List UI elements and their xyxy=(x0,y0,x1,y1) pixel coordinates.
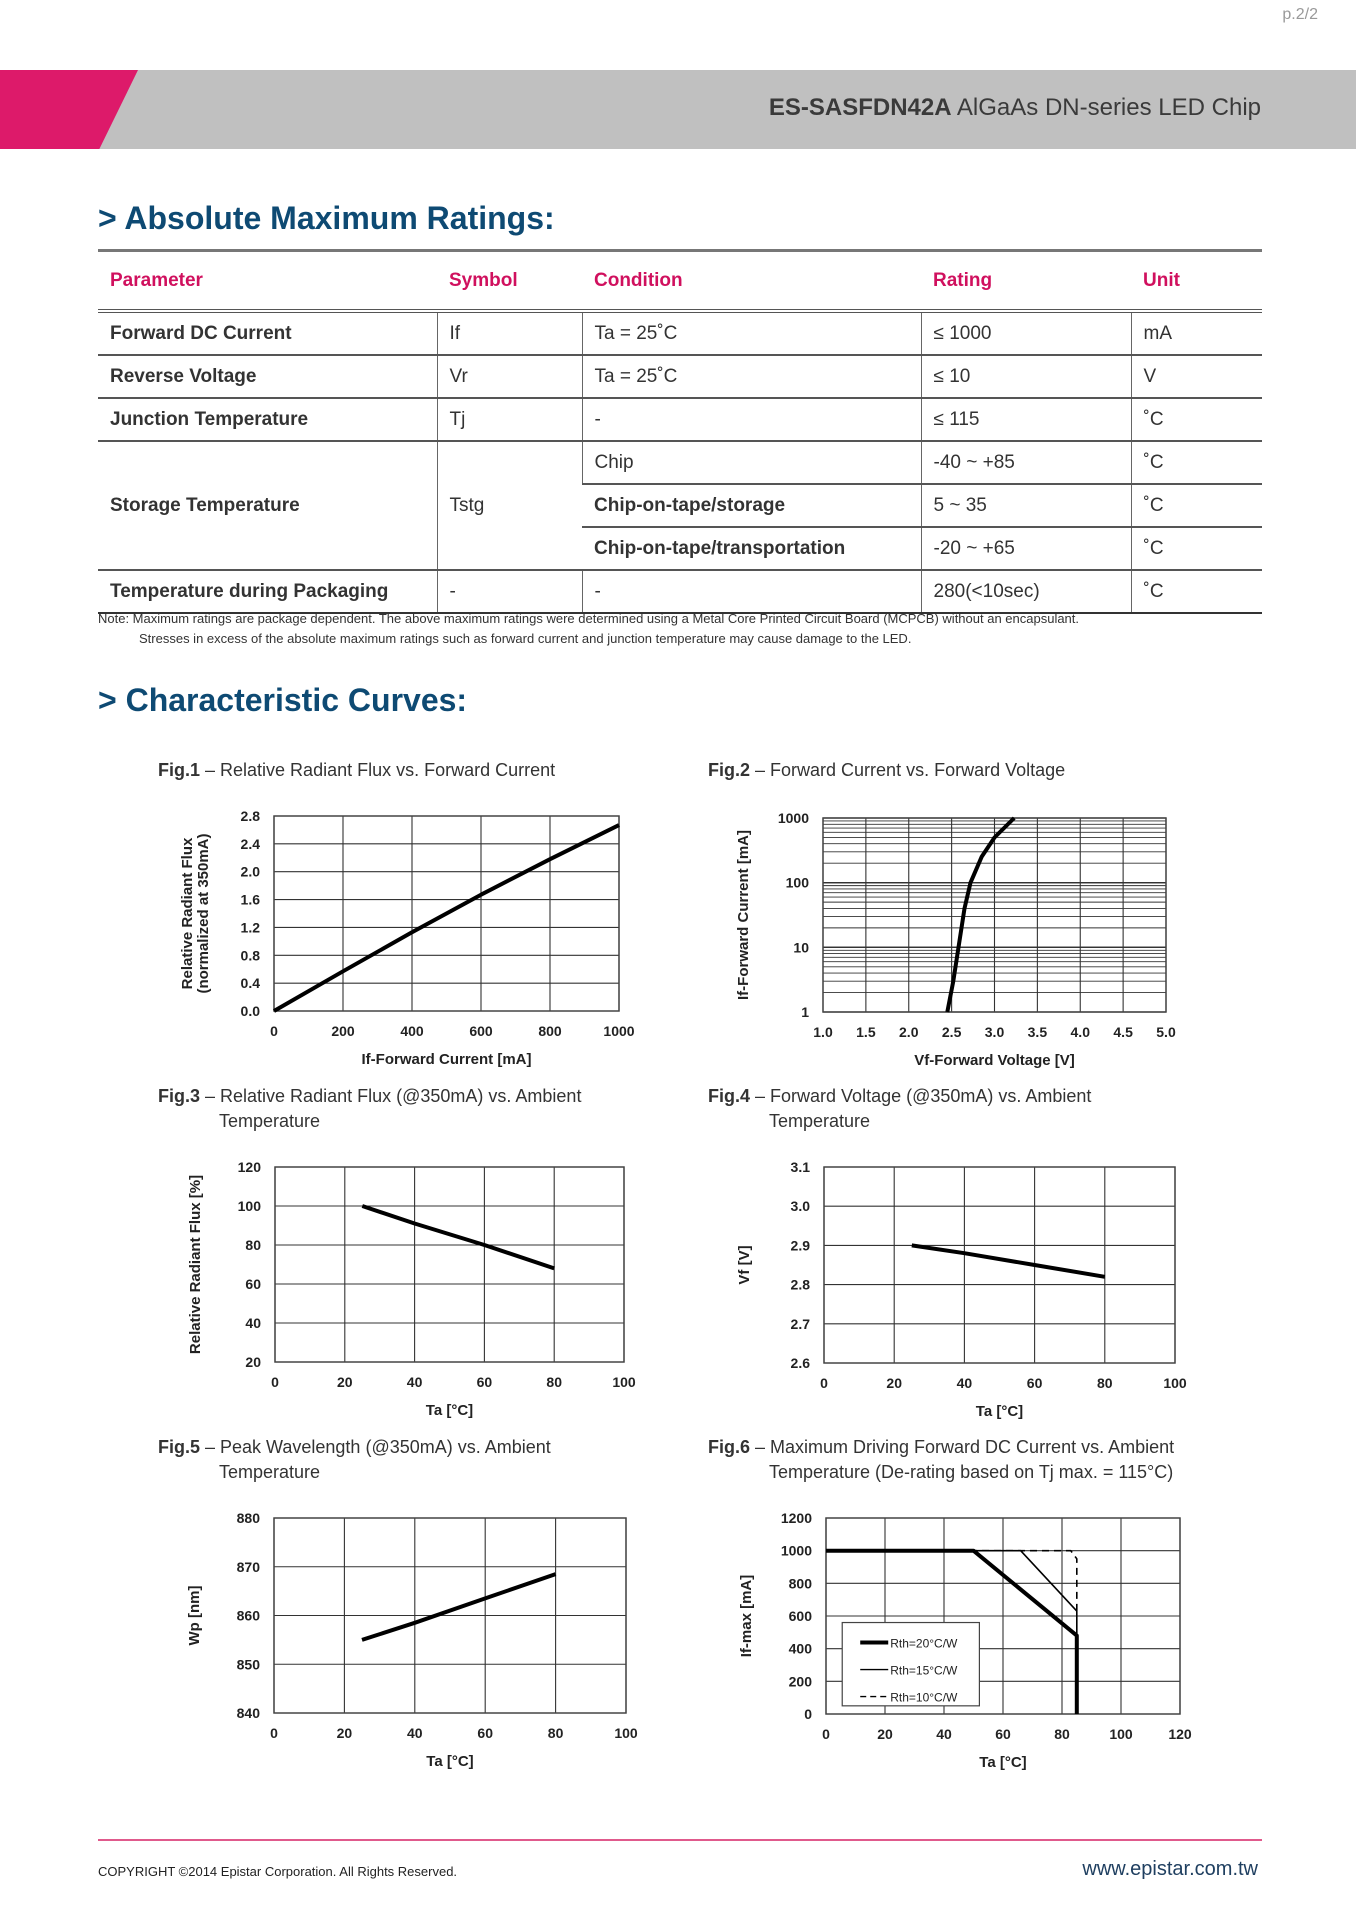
x-tick-label: 1.0 xyxy=(813,1024,833,1040)
x-tick-label: 100 xyxy=(614,1725,638,1741)
column-header: Parameter xyxy=(98,251,437,312)
y-tick-label: 2.4 xyxy=(240,835,260,852)
unit-cell: ˚C xyxy=(1131,441,1262,484)
x-tick-label: 80 xyxy=(546,1374,562,1390)
figure-label: Fig.1 xyxy=(158,760,201,780)
figure-caption-text: – Relative Radiant Flux (@350mA) vs. Ambient xyxy=(200,1086,582,1106)
x-tick-label: 800 xyxy=(538,1023,562,1039)
footer-divider xyxy=(98,1839,1262,1841)
y-tick-label: 40 xyxy=(245,1315,261,1331)
x-tick-label: 2.5 xyxy=(941,1024,962,1040)
condition-cell: Chip-on-tape/transportation xyxy=(582,527,921,570)
figure-caption-text: – Forward Current vs. Forward Voltage xyxy=(750,760,1066,780)
x-tick-label: 1.5 xyxy=(856,1024,876,1040)
y-tick-label: 100 xyxy=(785,874,809,891)
x-tick-label: 40 xyxy=(956,1375,973,1391)
x-tick-label: 60 xyxy=(477,1725,493,1741)
y-tick-label: 60 xyxy=(245,1276,261,1292)
y-tick-label: 10 xyxy=(793,939,809,956)
y-tick-label: 870 xyxy=(236,1558,260,1575)
column-header: Unit xyxy=(1131,251,1262,312)
x-axis-label: Ta [°C] xyxy=(425,1402,474,1419)
x-tick-label: 80 xyxy=(547,1725,564,1741)
rating-cell: -40 ~ +85 xyxy=(921,441,1131,484)
x-tick-label: 3.5 xyxy=(1027,1024,1048,1040)
unit-cell: ˚C xyxy=(1131,527,1262,570)
parameter-cell: Forward DC Current xyxy=(98,311,437,355)
x-tick-label: 200 xyxy=(331,1023,355,1039)
condition-cell: - xyxy=(582,570,921,613)
y-tick-label: 0.0 xyxy=(240,1003,260,1019)
unit-cell: ˚C xyxy=(1131,570,1262,613)
condition-cell: Chip-on-tape/storage xyxy=(582,484,921,527)
x-axis-label: Ta [°C] xyxy=(979,1754,1027,1771)
x-tick-label: 4.0 xyxy=(1070,1024,1090,1040)
y-tick-label: 80 xyxy=(245,1237,261,1253)
y-tick-label: 600 xyxy=(788,1608,812,1624)
legend-label: Rth=15°C/W xyxy=(890,1663,958,1678)
x-axis-label: Vf-Forward Voltage [V] xyxy=(914,1052,1075,1069)
x-tick-label: 100 xyxy=(1109,1726,1133,1742)
ratings-section-title: > Absolute Maximum Ratings: xyxy=(98,200,555,236)
rating-cell: 280(<10sec) xyxy=(921,570,1131,613)
website-link[interactable]: www.epistar.com.tw xyxy=(1082,1858,1258,1880)
figure-caption-text: – Peak Wavelength (@350mA) vs. Ambient xyxy=(200,1437,551,1457)
symbol-cell: Tj xyxy=(437,398,582,441)
figure-caption-text: Temperature xyxy=(769,1111,871,1131)
y-axis-label: Relative Radiant Flux [%] xyxy=(187,1174,204,1355)
x-tick-label: 2.0 xyxy=(899,1024,919,1040)
figure-label: Fig.5 xyxy=(158,1437,201,1457)
x-tick-label: 1000 xyxy=(603,1023,635,1039)
y-tick-label: 120 xyxy=(237,1159,261,1175)
rating-cell: ≤ 1000 xyxy=(921,311,1131,355)
x-tick-label: 40 xyxy=(406,1374,423,1390)
column-header: Rating xyxy=(921,251,1131,312)
condition-cell: - xyxy=(582,398,921,441)
part-number: ES-SASFDN42A xyxy=(768,94,952,121)
symbol-cell: Vr xyxy=(437,355,582,398)
x-tick-label: 3.0 xyxy=(984,1024,1005,1040)
y-tick-label: 850 xyxy=(236,1656,260,1673)
condition-cell: Ta = 25˚C xyxy=(582,311,921,355)
y-tick-label: 1000 xyxy=(777,810,809,826)
y-tick-label: 840 xyxy=(236,1705,260,1721)
x-axis-label: Ta [°C] xyxy=(975,1403,1024,1420)
column-header: Symbol xyxy=(437,251,582,312)
x-tick-label: 5.0 xyxy=(1156,1024,1176,1040)
y-tick-label: 0 xyxy=(804,1706,812,1722)
figure-label: Fig.4 xyxy=(708,1086,751,1106)
unit-cell: ˚C xyxy=(1131,484,1262,527)
y-tick-label: 20 xyxy=(245,1354,261,1370)
figure-caption-text: – Relative Radiant Flux vs. Forward Current xyxy=(200,760,556,780)
parameter-cell: Storage Temperature xyxy=(98,441,437,570)
y-tick-label: 100 xyxy=(237,1198,261,1214)
series-line xyxy=(826,1551,1077,1611)
figure-caption-text: Temperature xyxy=(219,1111,321,1131)
rating-cell: 5 ~ 35 xyxy=(921,484,1131,527)
y-tick-label: 1.2 xyxy=(240,919,260,936)
figure-caption-text: Temperature (De-rating based on Tj max. = 115°C) xyxy=(769,1462,1174,1482)
y-axis-label: If-max [mA] xyxy=(738,1574,755,1658)
parameter-cell: Reverse Voltage xyxy=(98,355,437,398)
figure-caption-text: – Maximum Driving Forward DC Current vs. Ambient xyxy=(750,1437,1175,1457)
legend-label: Rth=10°C/W xyxy=(890,1690,958,1705)
x-tick-label: 60 xyxy=(995,1726,1011,1742)
x-tick-label: 60 xyxy=(476,1374,493,1390)
copyright-text: COPYRIGHT ©2014 Epistar Corporation. All Rights Reserved. xyxy=(98,1864,458,1879)
x-tick-label: 0 xyxy=(270,1725,278,1741)
x-tick-label: 0 xyxy=(822,1726,830,1742)
rating-cell: -20 ~ +65 xyxy=(921,527,1131,570)
x-tick-label: 0 xyxy=(271,1374,279,1390)
y-axis-label: (normalized at 350mA) xyxy=(195,833,212,994)
symbol-cell: Tstg xyxy=(437,441,582,570)
y-axis-label: Relative Radiant Flux xyxy=(179,837,196,990)
x-tick-label: 20 xyxy=(886,1375,902,1391)
figure-caption-text: Temperature xyxy=(219,1462,321,1482)
y-tick-label: 860 xyxy=(236,1607,260,1624)
x-axis-label: If-Forward Current [mA] xyxy=(361,1051,532,1068)
column-header: Condition xyxy=(582,251,921,312)
y-tick-label: 1200 xyxy=(780,1510,812,1526)
symbol-cell: - xyxy=(437,570,582,613)
y-tick-label: 1.6 xyxy=(240,891,260,908)
rating-cell: ≤ 10 xyxy=(921,355,1131,398)
curves-section-title: > Characteristic Curves: xyxy=(98,682,468,718)
condition-cell: Ta = 25˚C xyxy=(582,355,921,398)
x-tick-label: 40 xyxy=(407,1725,423,1741)
x-tick-label: 60 xyxy=(1026,1375,1043,1391)
x-tick-label: 20 xyxy=(337,1374,353,1390)
y-tick-label: 2.6 xyxy=(790,1355,810,1371)
figure-caption-text: – Forward Voltage (@350mA) vs. Ambient xyxy=(750,1086,1092,1106)
x-tick-label: 100 xyxy=(612,1374,636,1390)
y-axis-label: Wp [nm] xyxy=(186,1585,203,1646)
y-tick-label: 200 xyxy=(788,1673,812,1690)
y-tick-label: 880 xyxy=(236,1510,260,1526)
note-line: Stresses in excess of the absolute maximum ratings such as forward current and junction temperature may cause damage to the LED. xyxy=(139,631,912,646)
unit-cell: mA xyxy=(1131,311,1262,355)
y-tick-label: 3.1 xyxy=(790,1159,810,1175)
x-tick-label: 0 xyxy=(820,1375,828,1391)
x-tick-label: 600 xyxy=(469,1023,493,1039)
x-tick-label: 400 xyxy=(400,1023,424,1039)
y-tick-label: 800 xyxy=(788,1575,812,1592)
note-line: Note: Maximum ratings are package dependent. The above maximum ratings were determined using a Metal Core Printed Circuit Board (MCPCB) without an encapsulant. xyxy=(98,611,1080,626)
y-tick-label: 2.7 xyxy=(790,1315,810,1332)
figure-label: Fig.6 xyxy=(708,1437,751,1457)
unit-cell: V xyxy=(1131,355,1262,398)
y-tick-label: 0.8 xyxy=(240,947,260,964)
y-tick-label: 1 xyxy=(801,1004,809,1020)
x-tick-label: 0 xyxy=(270,1023,278,1039)
x-tick-label: 80 xyxy=(1054,1726,1070,1742)
y-tick-label: 3.0 xyxy=(790,1198,810,1215)
parameter-cell: Temperature during Packaging xyxy=(98,570,437,613)
y-tick-label: 0.4 xyxy=(240,975,260,992)
figure-label: Fig.3 xyxy=(158,1086,201,1106)
y-tick-label: 2.8 xyxy=(240,808,260,824)
x-tick-label: 80 xyxy=(1097,1375,1113,1391)
y-tick-label: 1000 xyxy=(780,1542,812,1559)
parameter-cell: Junction Temperature xyxy=(98,398,437,441)
rating-cell: ≤ 115 xyxy=(921,398,1131,441)
symbol-cell: If xyxy=(437,311,582,355)
x-tick-label: 4.5 xyxy=(1113,1024,1133,1040)
x-axis-label: Ta [°C] xyxy=(426,1753,474,1770)
legend-label: Rth=20°C/W xyxy=(890,1636,958,1651)
page-number: p.2/2 xyxy=(1282,6,1318,23)
x-tick-label: 20 xyxy=(877,1726,893,1742)
condition-cell: Chip xyxy=(582,441,921,484)
y-tick-label: 2.0 xyxy=(240,863,260,880)
y-axis-label: Vf [V] xyxy=(736,1245,753,1285)
product-description: AlGaAs DN-series LED Chip xyxy=(956,94,1261,121)
x-tick-label: 20 xyxy=(336,1725,353,1741)
figure-label: Fig.2 xyxy=(708,760,751,780)
x-tick-label: 40 xyxy=(936,1726,952,1742)
y-tick-label: 400 xyxy=(788,1640,812,1657)
y-tick-label: 2.8 xyxy=(790,1276,810,1293)
y-axis-label: If-Forward Current [mA] xyxy=(735,830,752,1000)
x-tick-label: 120 xyxy=(1168,1726,1192,1742)
y-tick-label: 2.9 xyxy=(790,1237,810,1254)
unit-cell: ˚C xyxy=(1131,398,1262,441)
x-tick-label: 100 xyxy=(1163,1375,1187,1391)
